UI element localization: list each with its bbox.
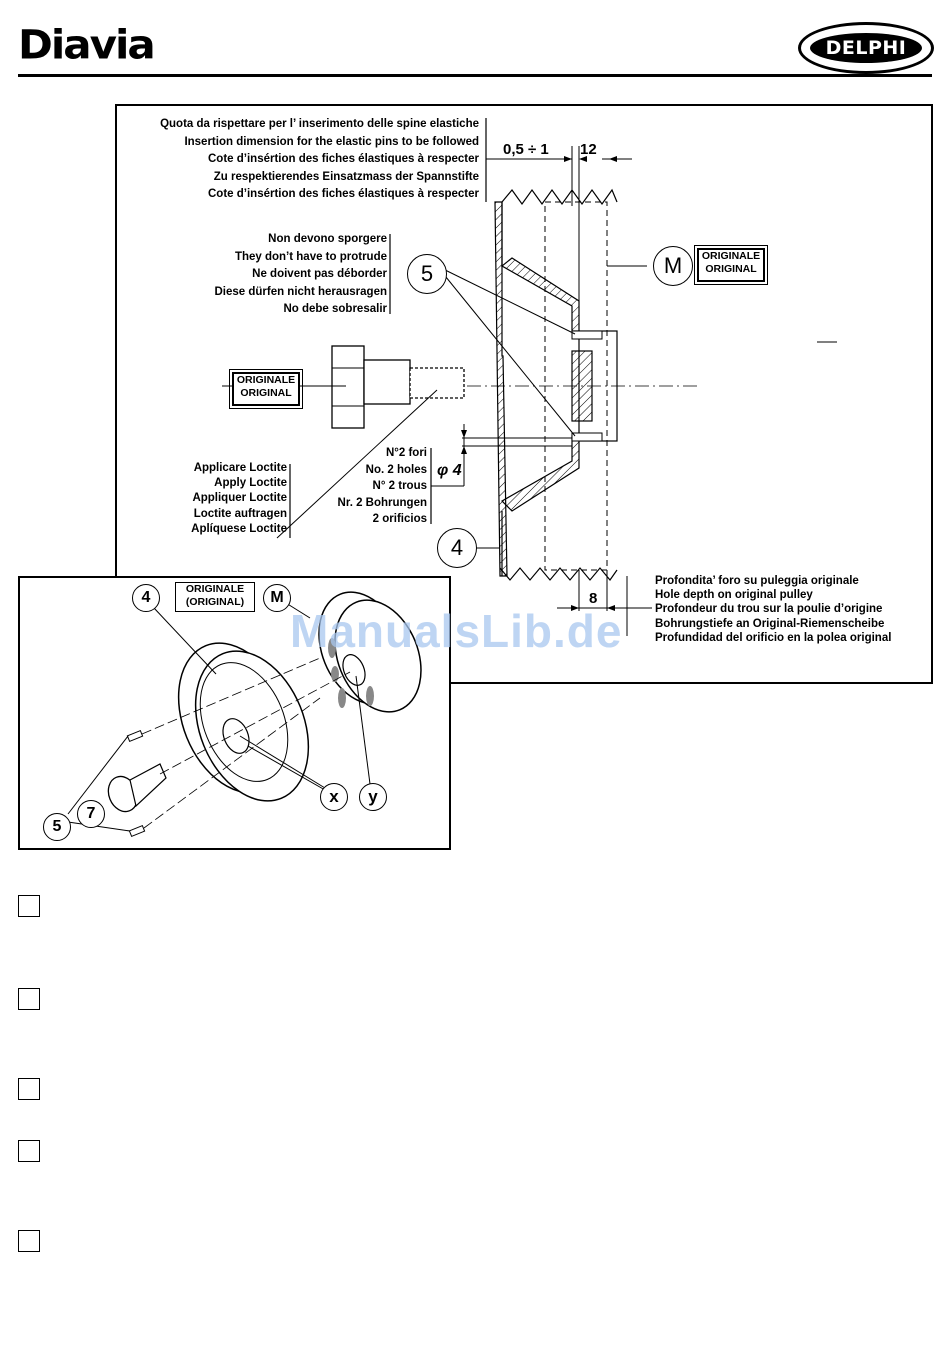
loctite-it: Applicare Loctite xyxy=(193,462,287,474)
callout-4: 4 xyxy=(437,528,477,568)
no-protrude-es: No debe sobresalir xyxy=(283,303,387,315)
holes-es: 2 orificios xyxy=(372,513,427,525)
checkbox-5[interactable] xyxy=(18,1230,40,1252)
callout-5: 5 xyxy=(407,254,447,294)
inset-callout-y: y xyxy=(359,783,387,811)
holes-de: Nr. 2 Bohrungen xyxy=(337,496,427,509)
delphi-logo-text: DELPHI xyxy=(810,33,922,63)
callout-m: M xyxy=(653,246,693,286)
hole-depth-de: Bohrungstiefe an Original-Riemenscheibe xyxy=(655,617,885,630)
insertion-dimension-it: Quota da rispettare per l’ inserimento delle spine elastiche xyxy=(160,118,479,130)
hole-depth-en: Hole depth on original pulley xyxy=(655,589,813,602)
inset-callout-5: 5 xyxy=(43,813,71,841)
inset-callout-4: 4 xyxy=(132,584,160,612)
delphi-logo xyxy=(798,22,934,74)
hole-depth-labels xyxy=(655,574,891,645)
dimension-12: 12 xyxy=(580,141,597,158)
dimension-8: 8 xyxy=(589,590,598,607)
holes-fr: N° 2 trous xyxy=(372,480,427,492)
diavia-logo: Diavia xyxy=(18,21,154,68)
insertion-dimension-de: Zu respektierendes Einsatzmass der Spannstifte xyxy=(213,170,479,183)
inset-originale-line1: ORIGINALE xyxy=(185,583,245,595)
insertion-dimension-labels xyxy=(160,116,479,204)
originale-box-right-line1: ORIGINALE xyxy=(701,250,761,262)
inset-callout-m: M xyxy=(263,584,291,612)
no-protrude-labels xyxy=(214,231,387,319)
holes-labels xyxy=(338,445,427,528)
inset-callout-x: x xyxy=(320,783,348,811)
hole-depth-fr: Profondeur du trou sur la poulie d’origine xyxy=(655,603,883,616)
watermark: ManualsLib.de xyxy=(290,605,623,657)
no-protrude-fr: Ne doivent pas déborder xyxy=(252,268,387,280)
loctite-en: Apply Loctite xyxy=(214,477,287,490)
originale-box-right-line2: ORIGINAL xyxy=(705,263,757,275)
loctite-labels xyxy=(191,461,287,537)
hole-diameter: φ 4 xyxy=(437,462,462,479)
no-protrude-de: Diese dürfen nicht herausragen xyxy=(214,285,387,298)
holes-it: N°2 fori xyxy=(385,447,427,459)
inset-originale-box xyxy=(175,582,255,612)
originale-box-left xyxy=(232,372,300,406)
dimension-0-5-1: 0,5 ÷ 1 xyxy=(503,141,549,158)
no-protrude-it: Non devono sporgere xyxy=(268,233,387,245)
checkbox-1[interactable] xyxy=(18,895,40,917)
loctite-es: Aplíquese Loctite xyxy=(191,522,287,535)
insertion-dimension-es: Cote d’insértion des fiches élastiques à respecter xyxy=(208,188,479,200)
inset-originale-line2: (ORIGINAL) xyxy=(185,596,245,608)
checkbox-2[interactable] xyxy=(18,988,40,1010)
inset-callout-7: 7 xyxy=(77,800,105,828)
insertion-dimension-en: Insertion dimension for the elastic pins to be followed xyxy=(184,135,479,148)
originale-box-left-line1: ORIGINALE xyxy=(236,374,296,386)
insertion-dimension-fr: Cote d’insértion des fiches élastiques à respecter xyxy=(208,153,479,165)
checkbox-3[interactable] xyxy=(18,1078,40,1100)
hole-depth-es: Profundidad del orificio en la polea original xyxy=(655,631,892,644)
loctite-fr: Appliquer Loctite xyxy=(192,492,287,505)
no-protrude-en: They don’t have to protrude xyxy=(234,250,387,263)
checkbox-4[interactable] xyxy=(18,1140,40,1162)
originale-box-right xyxy=(697,248,765,282)
holes-en: No. 2 holes xyxy=(365,463,427,476)
originale-box-left-line2: ORIGINAL xyxy=(240,387,292,399)
header-rule xyxy=(18,74,932,77)
loctite-de: Loctite auftragen xyxy=(193,507,287,520)
hole-depth-it: Profondita’ foro su puleggia originale xyxy=(655,575,859,587)
